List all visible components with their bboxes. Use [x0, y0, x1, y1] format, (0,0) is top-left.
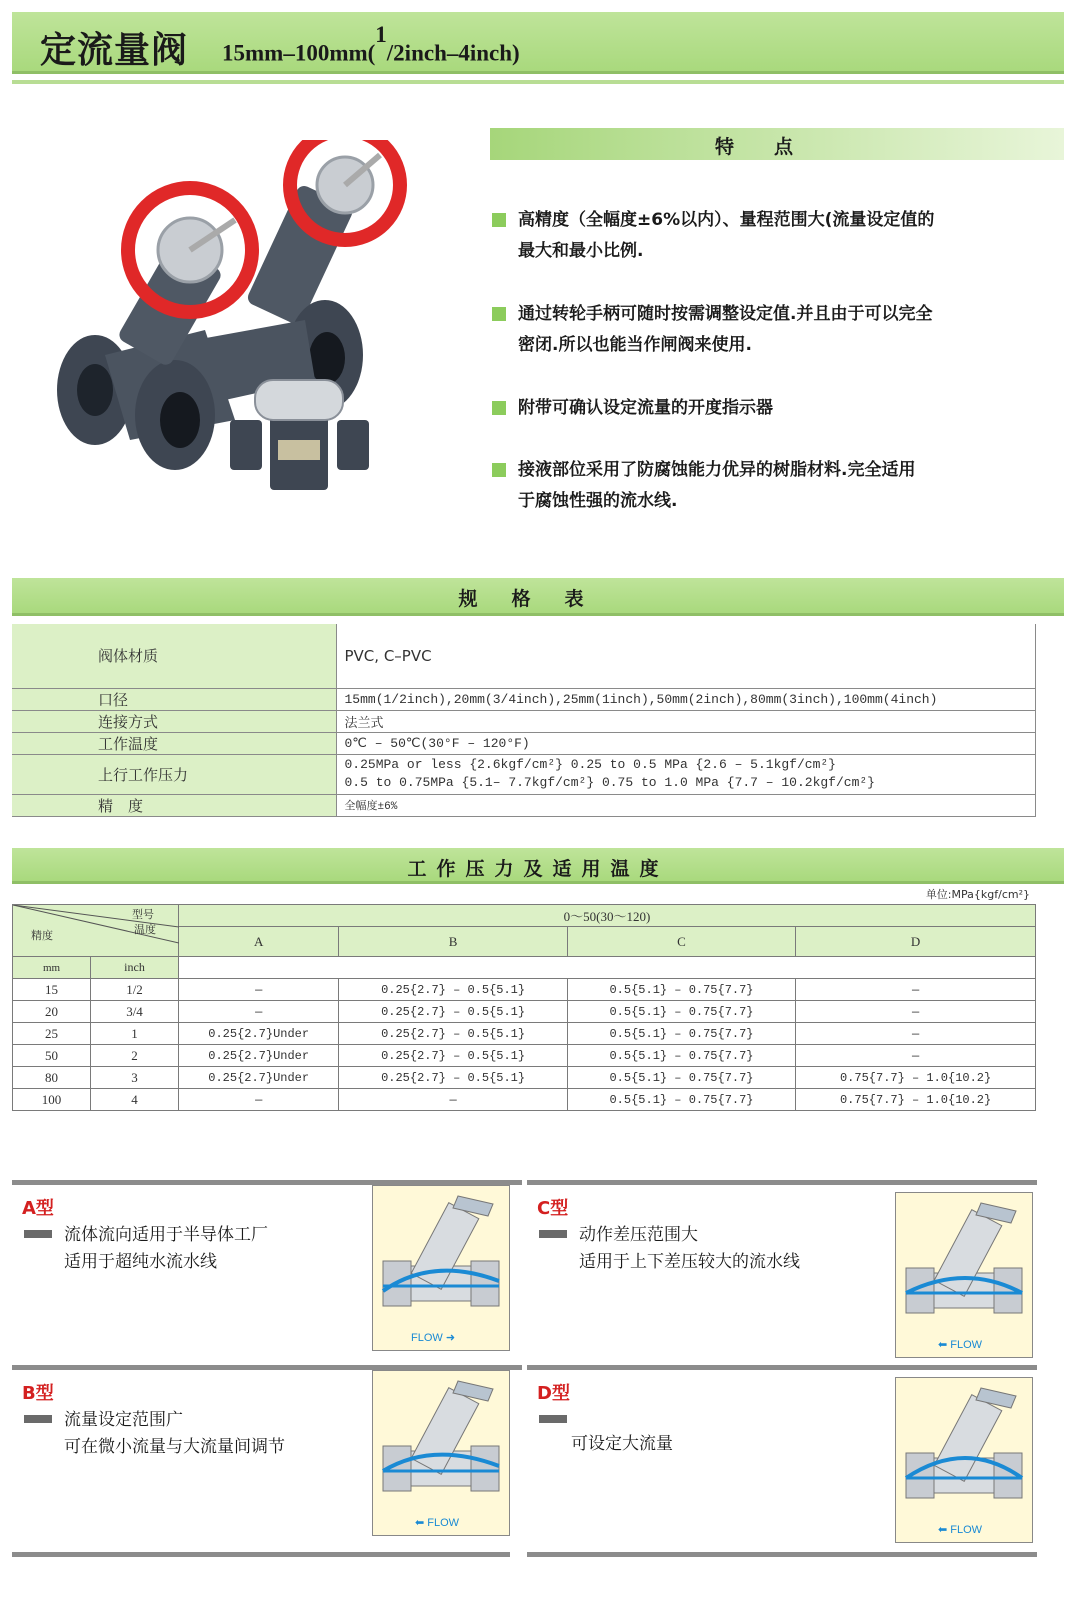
- type-d-value: —: [796, 1023, 1036, 1045]
- size-mm-cell: 50: [13, 1045, 91, 1067]
- bullet-square-icon: [492, 213, 506, 227]
- type-header-a: A: [179, 927, 339, 957]
- features-header: [490, 128, 1064, 160]
- type-panel-a: [12, 1180, 522, 1360]
- type-b-value: 0.25{2.7} – 0.5{5.1}: [339, 1001, 567, 1023]
- divider: [527, 1180, 1037, 1185]
- type-c-value: 0.5{5.1} – 0.75{7.7}: [567, 1067, 795, 1089]
- col-header-mm: mm: [13, 957, 91, 979]
- table-row: [13, 1089, 1036, 1111]
- corner-type-label: 型号: [132, 909, 154, 921]
- temp-range-header: 0～50(30～120): [179, 905, 1036, 927]
- spec-label: 阀体材质: [12, 624, 336, 688]
- type-b-value: 0.25{2.7} – 0.5{5.1}: [339, 979, 567, 1001]
- size-inch-cell: 1/2: [91, 979, 179, 1001]
- table-row: [13, 1045, 1036, 1067]
- valve-cutaway-icon: [896, 1193, 1032, 1333]
- spec-table: [12, 624, 1036, 817]
- size-inch-cell: 2: [91, 1045, 179, 1067]
- type-b-value: 0.25{2.7} – 0.5{5.1}: [339, 1067, 567, 1089]
- type-b-value: 0.25{2.7} – 0.5{5.1}: [339, 1023, 567, 1045]
- flow-label: ⬅ FLOW: [938, 1339, 983, 1351]
- type-header-b: B: [339, 927, 567, 957]
- title-underline: [12, 80, 1064, 84]
- type-panel-b: [12, 1365, 522, 1545]
- table-row: [12, 624, 1036, 688]
- spec-value: 15mm(1/2inch),20mm(3/4inch),25mm(1inch),50mm(2inch),80mm(3inch),100mm(4inch): [336, 688, 1036, 710]
- size-inch-cell: 3: [91, 1067, 179, 1089]
- page-subtitle: 15mm–100mm($^1$/2inch–4inch): [222, 22, 520, 66]
- table-row: [12, 794, 1036, 816]
- type-d-value: —: [796, 1045, 1036, 1067]
- product-photo: [35, 140, 410, 515]
- type-c-value: 0.5{5.1} – 0.75{7.7}: [567, 979, 795, 1001]
- table-row: [13, 979, 1036, 1001]
- spec-label: 连接方式: [12, 710, 336, 732]
- page-title: 定流量阀: [40, 30, 189, 71]
- type-d-value: 0.75{7.7} – 1.0{10.2}: [796, 1067, 1036, 1089]
- valve-cutaway-icon: [373, 1186, 509, 1326]
- valve-cutaway-icon: [373, 1371, 509, 1511]
- table-row: [12, 732, 1036, 754]
- type-a-value: —: [179, 1089, 339, 1111]
- valve-diagram-b: [372, 1370, 510, 1536]
- feature-item: 附带可确认设定流量的开度指示器: [490, 393, 1030, 424]
- size-mm-cell: 20: [13, 1001, 91, 1023]
- spec-label: 精 度: [12, 794, 336, 816]
- spec-value: 全幅度±6%: [336, 794, 1036, 816]
- dash-icon: [539, 1230, 567, 1238]
- pressure-table-header: [12, 848, 1064, 884]
- size-inch-cell: 4: [91, 1089, 179, 1111]
- dash-icon: [24, 1230, 52, 1238]
- feature-item: 接液部位采用了防腐蚀能力优异的树脂材料.完全适用 于腐蚀性强的流水线.: [490, 455, 1030, 517]
- table-row: [12, 754, 1036, 794]
- type-d-value: —: [796, 1001, 1036, 1023]
- dash-icon: [24, 1415, 52, 1423]
- spec-table-heading: 规格表: [458, 588, 618, 610]
- table-row: [13, 1001, 1036, 1023]
- size-mm-cell: 15: [13, 979, 91, 1001]
- features-heading: 特点: [715, 136, 834, 158]
- size-mm-cell: 25: [13, 1023, 91, 1045]
- pressure-table: [12, 904, 1036, 1111]
- type-panel-c: [527, 1180, 1037, 1360]
- spec-value: 0.25MPa or less {2.6kgf/cm²} 0.25 to 0.5 MPa {2.6 – 5.1kgf/cm²} 0.5 to 0.75MPa {5.1– 7.7kgf/cm²} 0.75 to 1.0 MPa {7.7 – 10.2kgf/cm²}: [336, 754, 1036, 794]
- unit-note: 单位:MPa{kgf/cm²}: [925, 888, 1030, 901]
- size-mm-cell: 80: [13, 1067, 91, 1089]
- divider: [12, 1552, 510, 1557]
- table-row: [12, 688, 1036, 710]
- type-c-value: 0.5{5.1} – 0.75{7.7}: [567, 1045, 795, 1067]
- type-name: A型: [22, 1198, 54, 1219]
- spec-label: 口径: [12, 688, 336, 710]
- valve-diagram-a: [372, 1185, 510, 1351]
- type-description: 可设定大流量: [571, 1434, 673, 1454]
- table-row: [13, 1067, 1036, 1089]
- table-corner-cell: [13, 905, 179, 957]
- type-name: C型: [537, 1198, 569, 1219]
- type-a-value: 0.25{2.7}Under: [179, 1067, 339, 1089]
- bullet-square-icon: [492, 401, 506, 415]
- spacer-cell: [179, 957, 1036, 979]
- type-header-c: C: [567, 927, 795, 957]
- spec-value: 0℃ – 50℃(30°F – 120°F): [336, 732, 1036, 754]
- col-header-inch: inch: [91, 957, 179, 979]
- type-a-value: —: [179, 979, 339, 1001]
- type-panel-d: [527, 1365, 1037, 1545]
- corner-temp-label: 温度: [134, 924, 156, 936]
- type-c-value: 0.5{5.1} – 0.75{7.7}: [567, 1001, 795, 1023]
- size-mm-cell: 100: [13, 1089, 91, 1111]
- flow-label: ⬅ FLOW: [415, 1517, 460, 1529]
- valve-cutaway-icon: [896, 1378, 1032, 1518]
- bullet-square-icon: [492, 463, 506, 477]
- pressure-table-heading: 工作压力及适用温度: [407, 858, 669, 880]
- spec-value: 法兰式: [336, 710, 1036, 732]
- divider: [527, 1365, 1037, 1370]
- type-c-value: 0.5{5.1} – 0.75{7.7}: [567, 1089, 795, 1111]
- table-row: [12, 710, 1036, 732]
- valve-diagram-d: [895, 1377, 1033, 1543]
- type-description: 流体流向适用于半导体工厂 适用于超纯水流水线: [64, 1225, 268, 1272]
- type-b-value: —: [339, 1089, 567, 1111]
- spec-table-header: [12, 578, 1064, 616]
- spec-label: 工作温度: [12, 732, 336, 754]
- type-name: B型: [22, 1383, 54, 1404]
- type-a-value: 0.25{2.7}Under: [179, 1023, 339, 1045]
- spec-label: 上行工作压力: [12, 754, 336, 794]
- type-description: 流量设定范围广 可在微小流量与大流量间调节: [64, 1410, 285, 1457]
- size-inch-cell: 1: [91, 1023, 179, 1045]
- feature-item: 高精度（全幅度±6%以内）、量程范围大(流量设定值的 最大和最小比例.: [490, 205, 1030, 267]
- corner-precision-label: 精度: [31, 930, 53, 942]
- type-b-value: 0.25{2.7} – 0.5{5.1}: [339, 1045, 567, 1067]
- table-row: [13, 1023, 1036, 1045]
- spec-value: PVC, C–PVC: [336, 624, 1036, 688]
- valve-diagram-c: [895, 1192, 1033, 1358]
- type-a-value: —: [179, 1001, 339, 1023]
- type-name: D型: [537, 1383, 570, 1404]
- divider: [527, 1552, 1037, 1557]
- bullet-square-icon: [492, 307, 506, 321]
- size-inch-cell: 3/4: [91, 1001, 179, 1023]
- dash-icon: [539, 1415, 567, 1423]
- type-c-value: 0.5{5.1} – 0.75{7.7}: [567, 1023, 795, 1045]
- flow-label: FLOW ➜: [411, 1332, 456, 1344]
- type-d-value: 0.75{7.7} – 1.0{10.2}: [796, 1089, 1036, 1111]
- type-d-value: —: [796, 979, 1036, 1001]
- feature-item: 通过转轮手柄可随时按需调整设定值.并且由于可以完全 密闭.所以也能当作闸阀来使用.: [490, 299, 1030, 361]
- flow-label: ⬅ FLOW: [938, 1524, 983, 1536]
- type-description: 动作差压范围大 适用于上下差压较大的流水线: [579, 1225, 800, 1272]
- title-bar: [12, 12, 1064, 74]
- type-header-d: D: [796, 927, 1036, 957]
- type-a-value: 0.25{2.7}Under: [179, 1045, 339, 1067]
